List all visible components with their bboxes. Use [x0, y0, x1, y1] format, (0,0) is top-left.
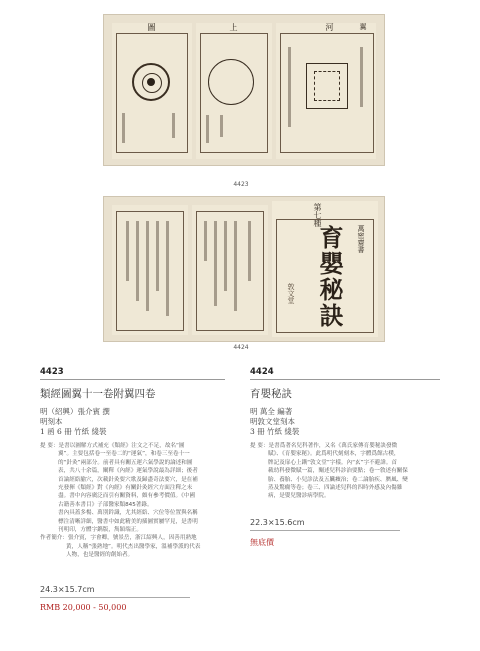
divider	[40, 597, 190, 598]
page-heading: 上	[229, 23, 238, 31]
photo-caption: 4424	[233, 344, 249, 351]
cover-stamp: 敦文堂	[287, 283, 295, 304]
divider	[250, 530, 400, 531]
book-cover	[272, 201, 378, 337]
description-line: 充發揮《類經》對《內經》有關針灸經穴方面注釋之未	[58, 485, 193, 492]
photo-caption: 4423	[233, 181, 249, 188]
author-intro-line: 人物，也是醫經的創始者。	[66, 552, 134, 559]
page-side-label: 翼	[359, 23, 367, 30]
divider	[40, 379, 225, 380]
description-line: 標注清晰詳細，醫書中如此精美的插圖實屬罕見，是書明	[58, 518, 198, 525]
description-line: 古籍善本書目》子部醫家類845著錄。	[58, 501, 153, 508]
divider	[250, 379, 440, 380]
description	[40, 442, 230, 560]
price-estimate: RMB 20,000 - 50,000	[40, 603, 127, 612]
description-line: 刊明印，方體字鐫版，雋穎端正。	[58, 527, 142, 534]
lot-title: 類經圖翼十一卷附翼四卷	[40, 388, 156, 400]
page-heading: 河	[325, 23, 334, 31]
book-page-acupoints	[276, 23, 376, 159]
description-line: 盡。書中內容廣泛而引有關資料，頗有參考價值。《中國	[58, 493, 196, 500]
description-line: 載幼科發微賦一篇，闡述兒科診治要點；卷一敘述有關保	[268, 468, 408, 475]
description	[250, 442, 445, 501]
format-line: 1 函 6 冊 竹紙 綫裝	[40, 427, 107, 436]
book-page-diagram-left	[112, 23, 192, 159]
author-intro-line: 作者簡介：張介賓，字會卿，號景岳，浙江紹興人，因善用熟地	[40, 535, 197, 542]
author-line: 明（紹興）張介賓 撰	[40, 407, 110, 416]
book-page-text-1	[112, 205, 188, 335]
lot-4424-photo	[103, 196, 385, 342]
cover-tab-label: 第七種	[313, 203, 322, 227]
book-page-text-2	[192, 205, 268, 335]
description-line: 蒸及驚癇等卷；卷三、四論述兒科的四時外感及內傷雜	[268, 485, 403, 492]
edition-line: 明敦文堂刻本	[250, 417, 295, 426]
description-line: 賦》、《育嬰家秘》。此爲明代刻刻本，字體爲館古樸，	[268, 451, 400, 458]
description-line: 提 要：是書爲著名兒科著作，又名《萬氏家傳育嬰秘訣發微	[250, 443, 398, 449]
concentric-circle-diagram	[132, 63, 170, 101]
description-line: 的“針灸”兩部分。前者具有關五運六氣學說的論述和圖	[58, 459, 193, 466]
lot-number: 4423	[40, 367, 64, 377]
lot-4423-photo	[103, 14, 385, 166]
dimensions: 22.3×15.6cm	[250, 518, 305, 527]
page-heading: 圖	[147, 23, 156, 31]
description-line: 書內具蓋多楊、萬別鈐識，尤其經絡、穴位等位置與名稱	[58, 510, 198, 517]
price-estimate: 無底價	[250, 538, 274, 547]
author-line: 明 萬全 編著	[250, 407, 293, 416]
description-line: 表，共八十余篇，闡釋《內經》運氣學說最為詳細；後者	[58, 468, 198, 475]
dimensions: 24.3×15.7cm	[40, 585, 95, 594]
description-line: 翼”。主要包括卷一至卷二的“運氣”，和卷三至卷十一	[58, 451, 190, 458]
description-line: 提 要：是書以圖解方式補充《類經》注文之不足，故名“圖	[40, 443, 185, 449]
lot-title: 育嬰秘訣	[250, 388, 292, 400]
description-line: 胎、養胎、小兒診法及五臟癥治；卷二論胎疾、臍風、變	[268, 476, 408, 483]
cover-title: 育嬰秘訣	[315, 225, 344, 329]
edition-line: 明刻本	[40, 417, 63, 426]
description-line: 首論經絡腧穴，次載針灸要穴歌及歸盡奇法要穴，是在補	[58, 476, 198, 483]
format-line: 3 冊 竹紙 綫裝	[250, 427, 300, 436]
book-page-circle	[196, 23, 272, 159]
author-intro-line: 黃，人稱“張熟地”。明代杰出醫學家，溫補學派的代表	[66, 543, 201, 550]
circle-diagram	[208, 59, 254, 105]
description-line: 牌記及扉心上鐫“敦文堂”字樣。內“玄”字不避諱。首	[268, 459, 398, 466]
lot-number: 4424	[250, 367, 274, 377]
description-line: 病，是嬰兒醫診病學院。	[268, 493, 330, 500]
cover-small-label: 萬密齋書	[357, 225, 365, 253]
